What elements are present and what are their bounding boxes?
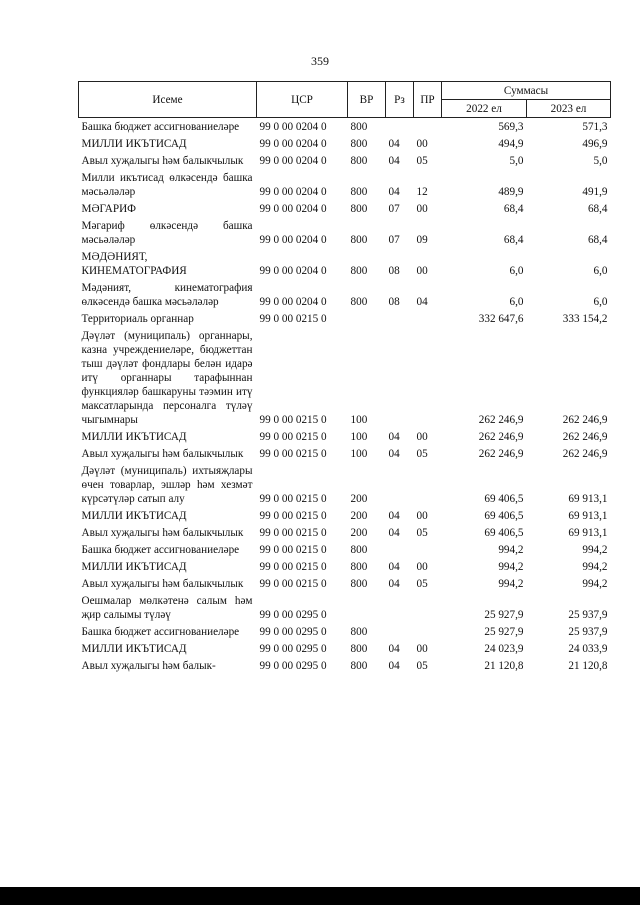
- row-rz: 04: [388, 643, 400, 655]
- row-vr: 100: [350, 431, 368, 443]
- row-csr: 99 0 00 0215 0: [259, 414, 327, 426]
- row-vr: 800: [350, 561, 368, 573]
- row-value-2023: 262 246,9: [562, 414, 608, 426]
- row-name: Башка бюджет ассигнованиеләре: [81, 626, 240, 638]
- row-pr: [414, 327, 442, 428]
- row-name: Башка бюджет ассигнованиеләре: [81, 544, 240, 556]
- row-csr: 99 0 00 0204 0: [259, 121, 327, 133]
- table-row: [79, 445, 611, 462]
- table-row: [79, 327, 611, 428]
- row-rz: 04: [388, 561, 400, 573]
- row-value-2023: 333 154,2: [562, 313, 608, 325]
- header-vr: ВР: [348, 82, 386, 118]
- row-name: МӘГАРИФ: [81, 203, 136, 215]
- row-rz: 04: [388, 527, 400, 539]
- row-value-2023: 69 913,1: [568, 493, 608, 505]
- row-vr: [348, 592, 386, 623]
- row-csr: 99 0 00 0204 0: [259, 265, 327, 277]
- row-pr: 05: [416, 155, 428, 167]
- row-value-2023: 69 913,1: [568, 510, 608, 522]
- row-csr: 99 0 00 0204 0: [259, 203, 327, 215]
- row-vr: [348, 310, 386, 327]
- row-value-2022: 69 406,5: [484, 493, 524, 505]
- row-rz: 04: [388, 155, 400, 167]
- row-pr: 00: [416, 431, 428, 443]
- row-rz: 04: [388, 431, 400, 443]
- header-sums: Суммасы: [442, 82, 611, 100]
- row-rz: 04: [388, 186, 400, 198]
- row-csr: 99 0 00 0215 0: [259, 448, 327, 460]
- row-value-2022: 6,0: [509, 296, 524, 308]
- row-csr: 99 0 00 0215 0: [259, 493, 327, 505]
- row-pr: 05: [416, 578, 428, 590]
- row-vr: 800: [350, 544, 368, 556]
- row-name: МӘДӘНИЯТ, КИНЕМАТОГРАФИЯ: [81, 251, 187, 277]
- row-value-2023: 496,9: [582, 138, 608, 150]
- row-value-2022: 5,0: [509, 155, 524, 167]
- row-value-2022: 262 246,9: [478, 448, 524, 460]
- row-value-2023: 6,0: [593, 296, 608, 308]
- row-csr: 99 0 00 0215 0: [259, 578, 327, 590]
- row-csr: 99 0 00 0204 0: [259, 186, 327, 198]
- row-name: Башка бюджет ассигнованиеләре: [81, 121, 240, 133]
- row-pr: 05: [416, 660, 428, 672]
- row-vr: 800: [350, 121, 368, 133]
- row-name: МИЛЛИ ИКЪТИСАД: [81, 561, 187, 573]
- row-pr: [414, 541, 442, 558]
- table-row: [79, 135, 611, 152]
- row-value-2023: 262 246,9: [562, 431, 608, 443]
- row-csr: 99 0 00 0215 0: [259, 313, 327, 325]
- row-rz: 04: [388, 510, 400, 522]
- table-row: [79, 279, 611, 310]
- header-rz: Рз: [386, 82, 414, 118]
- row-value-2022: 494,9: [498, 138, 524, 150]
- row-rz: [386, 327, 414, 428]
- row-value-2023: 994,2: [582, 544, 608, 556]
- row-pr: 05: [416, 448, 428, 460]
- row-vr: 200: [350, 527, 368, 539]
- row-vr: 800: [350, 578, 368, 590]
- row-pr: [414, 623, 442, 640]
- row-name: Дәүләт (муниципаль) органнары, казна учреждениеләре, бюджеттан тыш дәүләт фондлары белән идарә итү органнары тарафыннан функцияләр башкаруны тәэмин итү максатларында персоналга түләү чыгымнары: [81, 330, 253, 426]
- row-value-2022: 6,0: [509, 265, 524, 277]
- row-rz: 08: [388, 265, 400, 277]
- row-csr: 99 0 00 0215 0: [259, 527, 327, 539]
- row-name: Мәгариф өлкәсендә башка мәсьәләләр: [81, 220, 253, 246]
- row-value-2022: 25 927,9: [484, 609, 524, 621]
- row-name: Авыл хуҗалыгы һәм балыкчылык: [81, 578, 244, 590]
- header-csr: ЦСР: [257, 82, 348, 118]
- table-row: [79, 248, 611, 279]
- row-pr: 00: [416, 643, 428, 655]
- table-row: [79, 640, 611, 657]
- row-name: Дәүләт (муниципаль) ихтыяҗлары өчен товарлар, эшләр һәм хезмәт күрсәтүләр сатып алу: [81, 465, 253, 505]
- row-pr: 04: [416, 296, 428, 308]
- row-name: Милли икътисад өлкәсендә башка мәсьәләләр: [81, 172, 253, 198]
- row-value-2023: 25 937,9: [568, 609, 608, 621]
- row-vr: 800: [350, 626, 368, 638]
- row-vr: 800: [350, 203, 368, 215]
- row-value-2022: 262 246,9: [478, 414, 524, 426]
- row-vr: 800: [350, 265, 368, 277]
- row-vr: 800: [350, 138, 368, 150]
- row-value-2023: 6,0: [593, 265, 608, 277]
- table-row: [79, 217, 611, 248]
- table-row: [79, 507, 611, 524]
- row-name: Авыл хуҗалыгы һәм балыкчылык: [81, 155, 244, 167]
- row-pr: [414, 462, 442, 507]
- row-value-2022: 994,2: [498, 544, 524, 556]
- row-pr: [414, 592, 442, 623]
- row-value-2022: 489,9: [498, 186, 524, 198]
- row-csr: 99 0 00 0215 0: [259, 510, 327, 522]
- row-name: МИЛЛИ ИКЪТИСАД: [81, 431, 187, 443]
- row-value-2022: 69 406,5: [484, 510, 524, 522]
- row-csr: 99 0 00 0295 0: [259, 643, 327, 655]
- row-csr: 99 0 00 0295 0: [259, 609, 327, 621]
- row-value-2022: 21 120,8: [484, 660, 524, 672]
- table-row: [79, 575, 611, 592]
- row-value-2022: 69 406,5: [484, 527, 524, 539]
- row-vr: 100: [350, 448, 368, 460]
- row-rz: [386, 118, 414, 136]
- row-rz: [386, 541, 414, 558]
- table-row: [79, 152, 611, 169]
- row-value-2022: 569,3: [498, 121, 524, 133]
- row-vr: 100: [350, 414, 368, 426]
- row-pr: [414, 118, 442, 136]
- row-csr: 99 0 00 0215 0: [259, 431, 327, 443]
- row-csr: 99 0 00 0204 0: [259, 296, 327, 308]
- row-name: Авыл хуҗалыгы һәм балык-: [81, 660, 216, 672]
- table-row: [79, 592, 611, 623]
- row-value-2023: 994,2: [582, 578, 608, 590]
- row-csr: 99 0 00 0295 0: [259, 660, 327, 672]
- row-pr: 00: [416, 561, 428, 573]
- table-header: [79, 82, 611, 118]
- row-csr: 99 0 00 0204 0: [259, 155, 327, 167]
- row-vr: 800: [350, 155, 368, 167]
- header-year-2023: 2023 ел: [527, 100, 611, 118]
- row-rz: 07: [388, 203, 400, 215]
- table-row: [79, 118, 611, 136]
- row-name: МИЛЛИ ИКЪТИСАД: [81, 510, 187, 522]
- row-rz: 04: [388, 138, 400, 150]
- row-rz: 04: [388, 448, 400, 460]
- table-row: [79, 524, 611, 541]
- header-pr: ПР: [414, 82, 442, 118]
- row-name: Мәдәният, кинематография өлкәсендә башка мәсьәләләр: [81, 282, 253, 308]
- row-pr: 00: [416, 510, 428, 522]
- row-vr: 200: [350, 510, 368, 522]
- row-name: Авыл хуҗалыгы һәм балыкчылык: [81, 527, 244, 539]
- row-value-2022: 332 647,6: [478, 313, 524, 325]
- budget-table: [78, 81, 611, 674]
- row-name: МИЛЛИ ИКЪТИСАД: [81, 643, 187, 655]
- header-year-2022: 2022 ел: [442, 100, 527, 118]
- table-row: [79, 200, 611, 217]
- row-value-2023: 25 937,9: [568, 626, 608, 638]
- row-rz: 04: [388, 578, 400, 590]
- table-body: [79, 118, 611, 675]
- row-value-2022: 25 927,9: [484, 626, 524, 638]
- row-value-2022: 68,4: [503, 203, 524, 215]
- row-vr: 800: [350, 643, 368, 655]
- row-value-2023: 69 913,1: [568, 527, 608, 539]
- row-name: Авыл хуҗалыгы һәм балыкчылык: [81, 448, 244, 460]
- row-csr: 99 0 00 0215 0: [259, 544, 327, 556]
- row-value-2023: 68,4: [587, 203, 608, 215]
- table-row: [79, 462, 611, 507]
- row-value-2023: 994,2: [582, 561, 608, 573]
- scan-bottom-edge: [0, 887, 640, 905]
- row-rz: [386, 310, 414, 327]
- row-vr: 800: [350, 186, 368, 198]
- row-pr: 00: [416, 203, 428, 215]
- row-value-2022: 994,2: [498, 561, 524, 573]
- row-rz: [386, 462, 414, 507]
- row-pr: [414, 310, 442, 327]
- row-csr: 99 0 00 0295 0: [259, 626, 327, 638]
- row-rz: [386, 623, 414, 640]
- row-vr: 800: [350, 234, 368, 246]
- row-value-2023: 571,3: [582, 121, 608, 133]
- row-value-2022: 24 023,9: [484, 643, 524, 655]
- row-pr: 00: [416, 138, 428, 150]
- row-value-2022: 262 246,9: [478, 431, 524, 443]
- row-value-2023: 262 246,9: [562, 448, 608, 460]
- row-pr: 12: [416, 186, 428, 198]
- row-value-2023: 5,0: [593, 155, 608, 167]
- table-row: [79, 428, 611, 445]
- row-name: Оешмалар мөлкәтенә салым һәм җир салымы түләү: [81, 595, 253, 621]
- row-value-2023: 24 033,9: [568, 643, 608, 655]
- row-pr: 00: [416, 265, 428, 277]
- row-pr: 09: [416, 234, 428, 246]
- header-name: Исеме: [79, 82, 257, 118]
- row-value-2023: 21 120,8: [568, 660, 608, 672]
- row-pr: 05: [416, 527, 428, 539]
- row-rz: 07: [388, 234, 400, 246]
- table-row: [79, 558, 611, 575]
- page-number: 359: [311, 54, 329, 68]
- row-csr: 99 0 00 0204 0: [259, 138, 327, 150]
- table-row: [79, 541, 611, 558]
- row-rz: 04: [388, 660, 400, 672]
- row-csr: 99 0 00 0215 0: [259, 561, 327, 573]
- budget-table-container: [78, 81, 610, 674]
- table-row: [79, 310, 611, 327]
- row-name: Территориаль органнар: [81, 313, 194, 325]
- row-value-2022: 994,2: [498, 578, 524, 590]
- row-value-2023: 491,9: [582, 186, 608, 198]
- row-csr: 99 0 00 0204 0: [259, 234, 327, 246]
- row-name: МИЛЛИ ИКЪТИСАД: [81, 138, 187, 150]
- row-vr: 800: [350, 296, 368, 308]
- table-row: [79, 657, 611, 674]
- row-rz: [386, 592, 414, 623]
- row-value-2023: 68,4: [587, 234, 608, 246]
- table-row: [79, 623, 611, 640]
- row-value-2022: 68,4: [503, 234, 524, 246]
- row-rz: 08: [388, 296, 400, 308]
- row-vr: 800: [350, 660, 368, 672]
- row-vr: 200: [350, 493, 368, 505]
- table-row: [79, 169, 611, 200]
